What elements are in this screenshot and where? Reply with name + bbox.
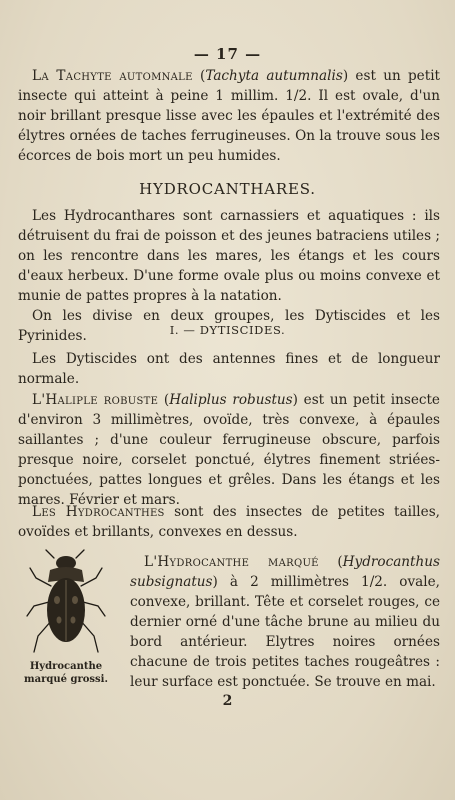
- haliple-name: L'Haliple robuste: [32, 392, 159, 408]
- figure-caption: Hydrocanthe marqué grossi.: [24, 661, 108, 685]
- tachyte-latin: Tachyta autumnalis: [205, 68, 343, 84]
- tachyte-text: est un petit insecte qui atteint à peine 1 millim. 1/2. Il est ovale, d'un noir brillant presque lisse avec les épaules et l'extrémité des élytres ornées de taches ferrugineuses. On la trouve sous les écorces de bois mort un peu humides.: [18, 68, 441, 164]
- hydrocanthes-name: Les Hydrocanthes: [32, 504, 165, 520]
- tachyte-paragraph: La Tachyte automnale (Tachyta autumnalis) est un petit insecte qui atteint à peine 1 millim. 1/2. Il est ovale, d'un noir brillant presque lisse avec les épaules et l'extrémité des élytres ornées de taches ferrugineuses. On la trouve sous les écorces de bois mort un peu humides.: [18, 68, 441, 164]
- dytiscides-block: [18, 349, 440, 389]
- section-heading: HYDROCANTHARES.: [139, 180, 316, 198]
- hydrocanthe-marque-latin: Hydrocanthus subsignatus: [130, 554, 440, 590]
- haliple-text: est un petit insecte d'environ 3 millimètres, ovoïde, très convexe, à épaules saillantes ; d'une couleur ferrugineuse obscure, parfois presque noire, corselet ponctué, élytres finement striées-ponctuées, pattes longues et grêles. Dans les étangs et les mares. Février et mars.: [18, 392, 440, 508]
- haliple-paragraph: L'Haliple robuste (Haliplus robustus) est un petit insecte d'environ 3 millimètres, ovoïde, très convexe, à épaules saillantes ; d'une couleur ferrugineuse obscure, parfois presque noire, corselet ponctué, élytres finement striées-ponctuées, pattes longues et grêles. Dans les étangs et les mares. Février et mars.: [18, 392, 440, 508]
- tachyte-name: La Tachyte automnale: [32, 68, 193, 84]
- hydrocanthe-marque-name: L'Hydrocanthe marqué: [144, 554, 319, 570]
- dytiscides-paragraph: Les Dytiscides ont des antennes fines et de longueur normale.: [18, 351, 440, 387]
- beetle-figure: [10, 548, 120, 693]
- signature-mark: 2: [222, 693, 233, 709]
- haliple-latin: Haliplus robustus: [169, 392, 293, 408]
- hydrocanthes-paragraph: [18, 502, 440, 542]
- hydrocanthe-marque-paragraph: L'Hydrocanthe marqué (Hydrocanthus subsignatus) à 2 millimètres 1/2. ovale, convexe, brillant. Tête et corselet rouges, ce dernier orné d'une tâche brune au milieu du bord antérieur. Elytres noires ornées chacune de trois petites taches rougeâtres : leur surface est ponctuée. Se trouve en mai.: [130, 554, 440, 690]
- beetle-icon: [24, 548, 108, 658]
- section-division: On les divise en deux groupes, les Dytiscides et les Pyrinides.: [18, 308, 440, 344]
- hydrocanthes-text: sont des insectes de petites tailles, ovoïdes et brillants, convexes en dessus.: [18, 504, 440, 540]
- subheading-dytiscides: I. — DYTISCIDES.: [169, 323, 286, 337]
- hydrocanthe-marque-text: à 2 millimètres 1/2. ovale, convexe, brillant. Tête et corselet rouges, ce dernier orné d'une tâche brune au milieu du bord antérieur. Elytres noires ornées chacune de trois petites taches rougeâtres : leur surface est ponctuée. Se trouve en mai.: [130, 574, 440, 690]
- section-intro: Les Hydrocanthares sont carnassiers et aquatiques : ils détruisent du frai de poisson et des jeunes batraciens utiles ; on les rencontre dans les mares, les étangs et les cours d'eaux herbeux. D'une forme ovale plus ou moins convexe et munie de pattes propres à la natation.: [18, 208, 440, 304]
- page-number: — 17 —: [193, 45, 262, 63]
